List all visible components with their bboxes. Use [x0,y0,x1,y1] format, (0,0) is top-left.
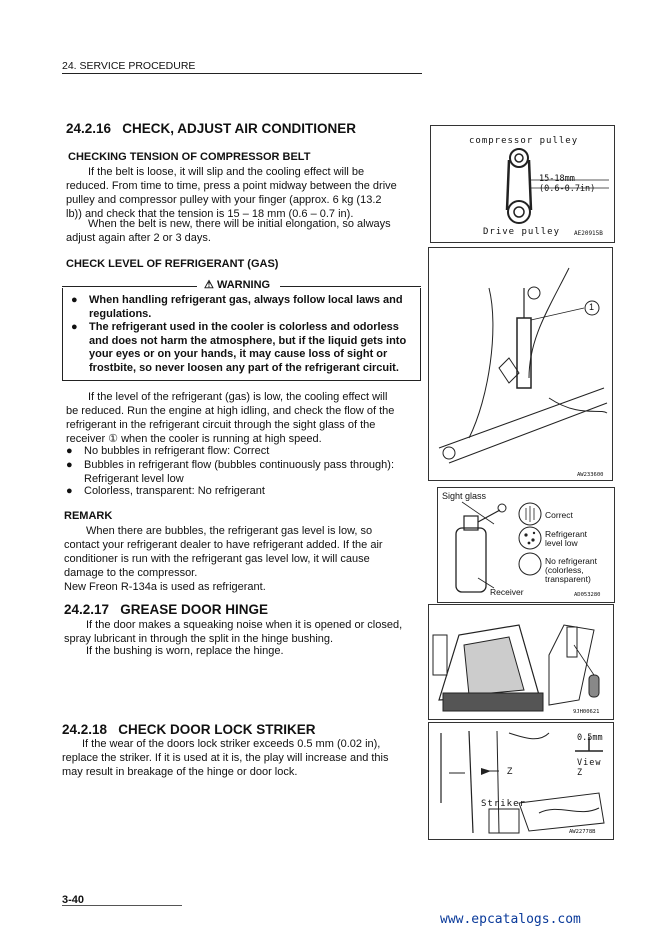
figure-code: AW233600 [577,472,604,478]
callout-1: 1 [589,302,595,312]
receiver-illustration [429,248,612,480]
label-no-refrigerant: No refrigerant (colorless, transparent) [545,556,597,584]
section-title-air-conditioner: 24.2.16 CHECK, ADJUST AIR CONDITIONER [66,121,357,136]
warning-triangle-icon: ⚠ [204,279,214,291]
bullet-icon: ● [66,445,73,457]
figure-code: AE20915B [574,230,603,237]
belt-paragraph-2: When the belt is new, there will be initial elongation, so always adjust again after 2 or 3 days. [66,218,391,244]
warning-box [62,288,421,381]
striker-paragraph: If the wear of the doors lock striker exceeds 0.5 mm (0.02 in), replace the striker. If it is used at it is, the play will increase and this may result in breakage of the hinge or door lock. [62,738,389,778]
section-title-lock-striker: 24.2.18 CHECK DOOR LOCK STRIKER [62,722,316,737]
section-title-door-hinge: 24.2.17 GREASE DOOR HINGE [64,602,269,617]
figure-lock-striker [428,722,614,840]
figure-code: 9JH00621 [573,709,600,715]
label-wear-limit: 0.5mm [577,733,603,743]
label-striker: Striker [481,799,526,809]
figure-compressor-pulley [430,125,615,243]
website-link[interactable]: www.epcatalogs.com [440,912,581,927]
hinge-paragraph-1: If the door makes a squeaking noise when it is opened or closed, spray lubricant in through the split in the hinge bushing. [64,619,403,645]
sight-glass-diagram [438,488,614,602]
label-drive-pulley: Drive pulley [483,227,561,237]
figure-code: AD053280 [574,592,601,598]
label-deflection-mm: 15-18mm [539,174,575,184]
remark-heading: REMARK [64,510,113,522]
bullet-no-bubbles: ● No bubbles in refrigerant flow: Correct [66,445,270,457]
footer-rule [62,905,182,906]
remark-paragraph: When there are bubbles, the refrigerant gas level is low, so contact your refrigerant dealer to have refrigerant added. If the air conditioner is run with the refrigerant gas level low, it will cause damage to the compressor. New Freon R-134a is used as refrigerant. [64,525,383,593]
bullet-colorless: ● Colorless, transparent: No refrigerant [66,485,265,497]
label-correct: Correct [545,510,573,520]
label-sight-glass: Sight glass [442,491,487,501]
header-rule [62,73,422,74]
label-z: Z [507,766,513,776]
label-compressor-pulley: compressor pulley [469,136,579,146]
door-hinge-illustration [429,605,613,719]
warning-rule-left [62,286,197,287]
hinge-paragraph-2: If the bushing is worn, replace the hinge. [86,645,284,657]
label-deflection-in: (0.6-0.7in) [539,184,596,194]
warning-item-1: When handling refrigerant gas, always follow local laws and regulations. [89,294,403,320]
refrigerant-paragraph: If the level of the refrigerant (gas) is low, the cooling effect will be reduced. Run the engine at high idling, and check the flow of the refrigerant in the refrigerant circuit through the sight glass of the receiver ① when the cooler is running at high speed. [66,391,395,445]
warning-rule-right [280,286,421,287]
belt-paragraph-1: If the belt is loose, it will slip and the cooling effect will be reduced. From time to time, press a point midway between the drive pulley and compressor pulley with your finger (approx. 6 kg (13.2 lb)) and check that the tension is 15 – 18 mm (0.6 – 0.7 in). [66,166,397,220]
bullet-icon: ● [71,294,78,306]
bullet-icon: ● [66,485,73,497]
label-view-z: View Z [577,758,602,778]
bullet-icon: ● [66,459,73,471]
warning-item-2: The refrigerant used in the cooler is colorless and odorless and does not harm the atmosphere, but if the liquid gets into your eyes or on your hands, it may cause loss of sight or frostbite, so never loosen any part of the refrigerant circuit. [89,321,407,374]
running-header: 24. SERVICE PROCEDURE [62,60,196,72]
figure-receiver-location [428,247,613,481]
subheading-belt-tension: CHECKING TENSION OF COMPRESSOR BELT [68,151,311,163]
label-receiver: Receiver [490,587,524,597]
figure-sight-glass [437,487,615,603]
subheading-refrigerant-level: CHECK LEVEL OF REFRIGERANT (GAS) [66,258,279,270]
label-refrigerant-low: Refrigerant level low [545,529,588,548]
warning-label: ⚠ WARNING [204,279,271,291]
page-number: 3-40 [62,894,85,906]
bullet-bubbles: ● Bubbles in refrigerant flow (bubbles continuously pass through): Refrigerant level low [66,459,395,485]
figure-code: AW22778B [569,829,596,835]
figure-door-hinge [428,604,614,720]
bullet-icon: ● [71,321,78,333]
